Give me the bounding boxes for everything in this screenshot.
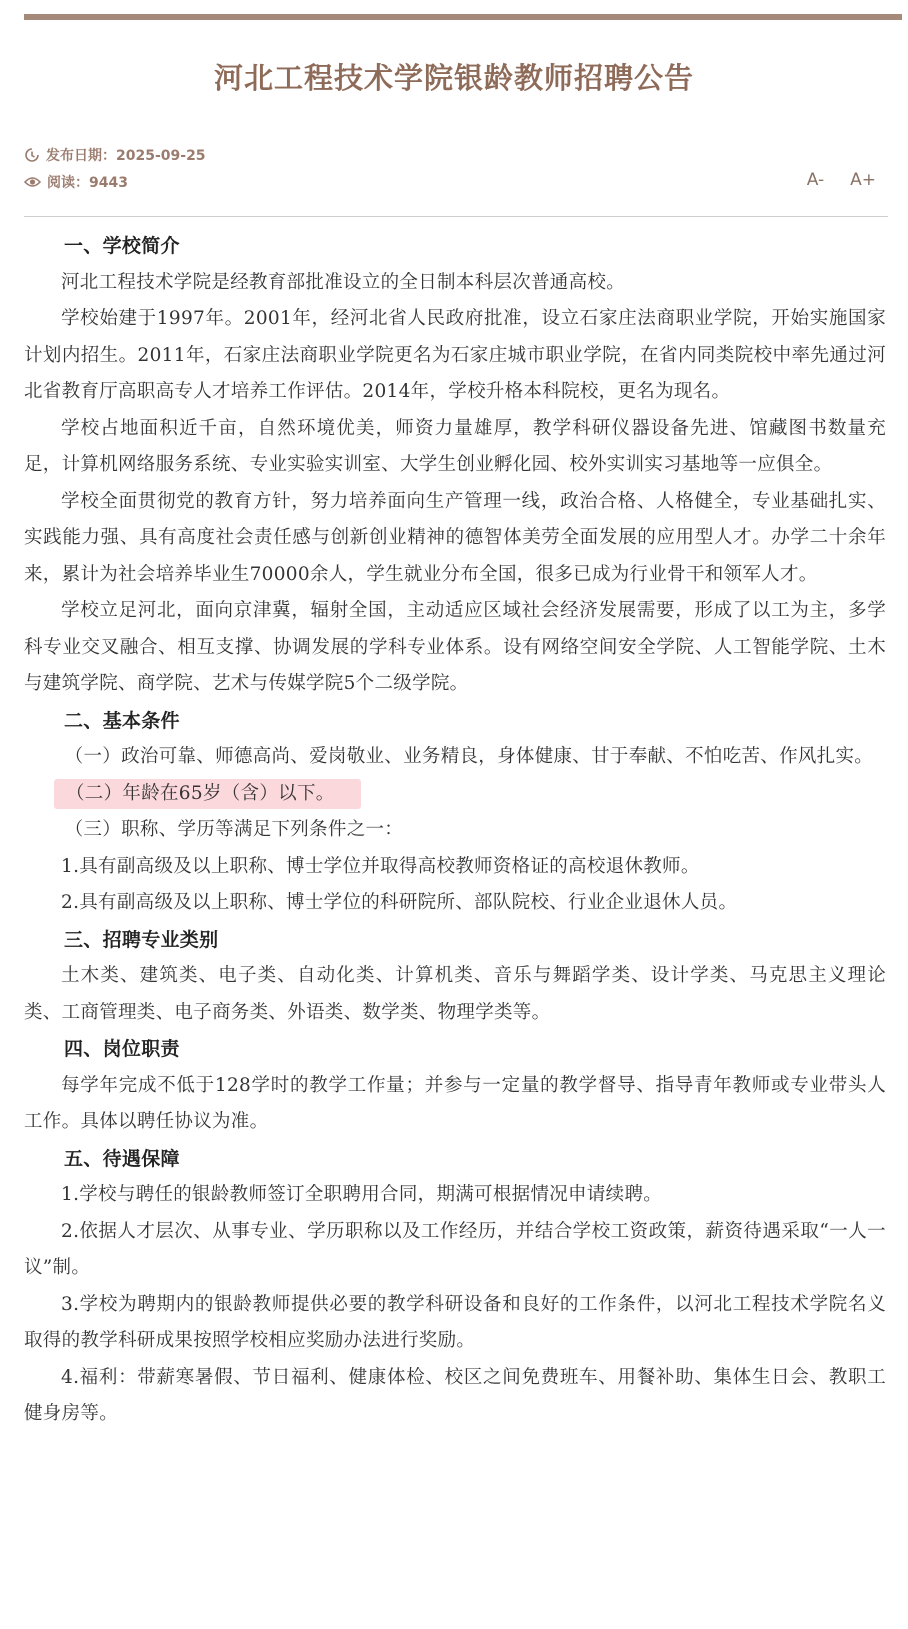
section-heading-intro: 一、学校简介: [64, 235, 180, 257]
font-size-controls: [807, 170, 876, 190]
paragraph: 河北工程技术学院是经教育部批准设立的全日制本科层次普通高校。: [61, 271, 626, 293]
clock-icon: [24, 147, 40, 163]
section-heading-conditions: 二、基本条件: [64, 709, 180, 732]
condition-item: （一）政治可靠、师德高尚、爱岗敬业、业务精良，身体健康、甘于奉献、不怕吃苦、作风扎实。: [64, 746, 874, 767]
read-count: [24, 172, 128, 192]
font-increase-button[interactable]: A+: [850, 170, 876, 190]
top-accent-bar: [24, 14, 902, 20]
benefit-item: 4.福利：带薪寒暑假、节日福利、健康体检、校区之间免费班车、用餐补助、集体生日会、教职工健身房等。: [24, 1366, 886, 1424]
section-heading-benefits: 五、待遇保障: [64, 1147, 180, 1170]
article-body: [24, 228, 886, 1433]
paragraph: 土木类、建筑类、电子类、自动化类、计算机类、音乐与舞蹈学类、设计学类、马克思主义理论类、工商管理类、电子商务类、外语类、数学类、物理学类等。: [24, 965, 886, 1023]
benefit-item: 1.学校与聘任的银龄教师签订全职聘用合同，期满可根据情况申请续聘。: [61, 1184, 663, 1205]
condition-subitem: 2.具有副高级及以上职称、博士学位的科研院所、部队院校、行业企业退休人员。: [61, 892, 738, 913]
section-heading-majors: 三、招聘专业类别: [64, 928, 219, 951]
benefit-item: 2.依据人才层次、从事专业、学历职称以及工作经历，并结合学校工资政策，薪资待遇采取“一人一议”制。: [24, 1220, 886, 1278]
condition-subitem: 1.具有副高级及以上职称、博士学位并取得高校教师资格证的高校退休教师。: [61, 855, 700, 877]
date-value: 2025-09-25: [116, 148, 206, 164]
benefit-item: 3.学校为聘期内的银龄教师提供必要的教学科研设备和良好的工作条件，以河北工程技术学院名义取得的教学科研成果按照学校相应奖励办法进行奖励。: [24, 1293, 886, 1351]
paragraph: 学校占地面积近千亩，自然环境优美，师资力量雄厚，教学科研仪器设备先进、馆藏图书数量充足，计算机网络服务系统、专业实验实训室、大学生创业孵化园、校外实训实习基地等一应俱全。: [24, 417, 886, 475]
condition-item: （三）职称、学历等满足下列条件之一：: [64, 819, 404, 840]
paragraph: 学校立足河北，面向京津冀，辐射全国，主动适应区域社会经济发展需要，形成了以工为主，多学科专业交叉融合、相互支撑、协调发展的学科专业体系。设有网络空间安全学院、人工智能学院、土木与建筑学院、商学院、艺术与传媒学院5个二级学院。: [24, 600, 886, 694]
reads-value: 9443: [89, 175, 128, 191]
paragraph: 每学年完成不低于128学时的教学工作量；并参与一定量的教学督导、指导青年教师或专业带头人工作。具体以聘任协议为准。: [24, 1074, 886, 1132]
date-label: 发布日期：: [46, 148, 116, 164]
eye-icon: [24, 175, 41, 189]
publish-date: [24, 145, 206, 165]
paragraph: 学校始建于1997年。2001年，经河北省人民政府批准，设立石家庄法商职业学院，开始实施国家计划内招生。2011年，石家庄法商职业学院更名为石家庄城市职业学院，在省内同类院校中率先通过河北省教育厅高职高专人才培养工作评估。2014年，学校升格本科院校，更名为现名。: [24, 308, 886, 402]
paragraph: 学校全面贯彻党的教育方针，努力培养面向生产管理一线，政治合格、人格健全，专业基础扎实、实践能力强、具有高度社会责任感与创新创业精神的德智体美劳全面发展的应用型人才。办学二十余年来，累计为社会培养毕业生70000余人，学生就业分布全国，很多已成为行业骨干和领军人才。: [24, 490, 886, 585]
highlighted-text: （二）年龄在65岁（含）以下。: [54, 779, 361, 809]
header-divider: [24, 216, 888, 217]
condition-item-highlighted: [24, 776, 886, 813]
section-heading-duties: 四、岗位职责: [64, 1038, 180, 1060]
font-decrease-button[interactable]: A-: [806, 170, 825, 190]
page-title: 河北工程技术学院银龄教师招聘公告: [213, 61, 694, 95]
reads-label: 阅读：: [47, 175, 89, 191]
